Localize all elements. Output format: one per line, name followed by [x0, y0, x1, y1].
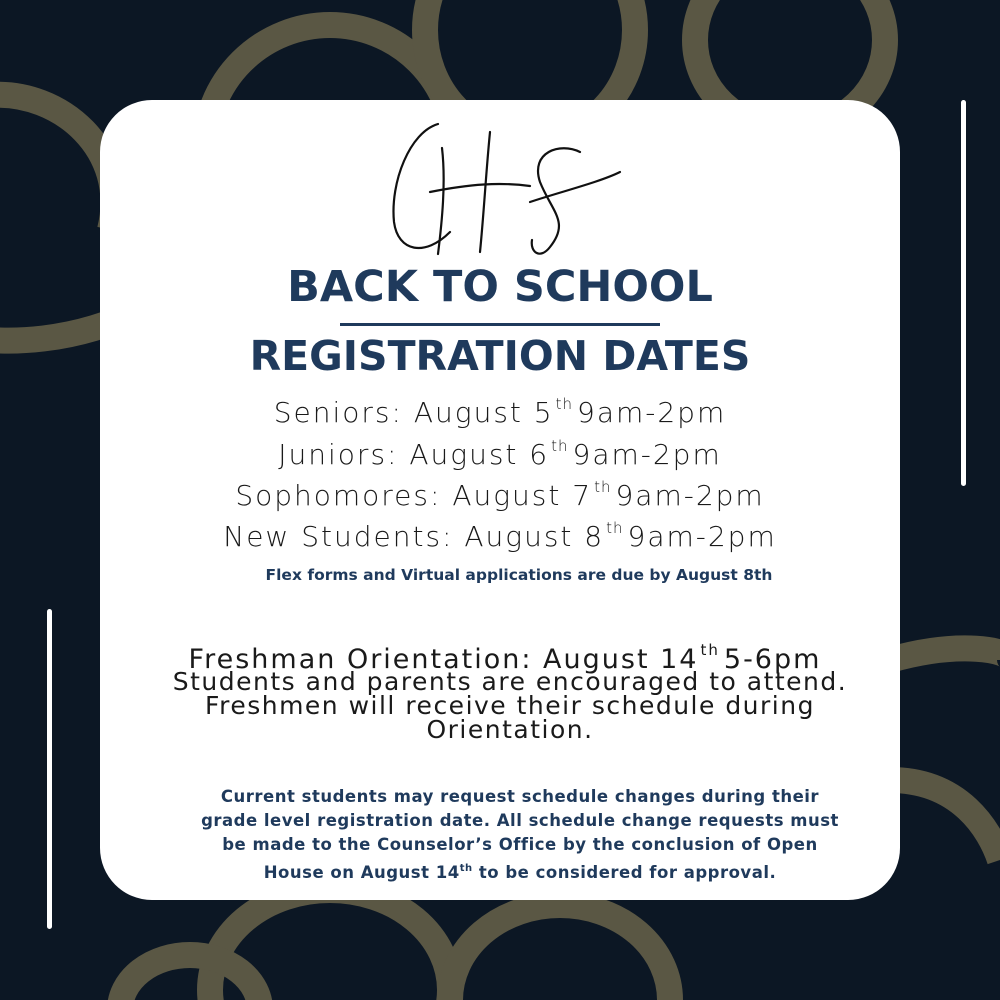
heading-divider — [340, 323, 660, 326]
orientation-body: Students and parents are encouraged to attend. Freshmen will receive their schedule during Orientation. — [172, 667, 848, 744]
heading-line-2: REGISTRATION DATES — [249, 332, 751, 380]
flex-forms-note: Flex forms and Virtual applications are due by August 8th — [265, 566, 773, 584]
registration-row: New Students: August 8 $^{th}$ 9am-2pm — [223, 519, 777, 553]
chs-script-logo — [380, 112, 630, 262]
registration-row: Juniors: August 6 $^{th}$ 9am-2pm — [278, 437, 722, 471]
heading-line-1: BACK TO SCHOOL — [287, 262, 713, 312]
orientation-title: Freshman Orientation: August 14 $^{th}$ 5-6pm — [188, 641, 822, 675]
schedule-change-policy: Current students may request schedule changes during their grade level registration date. All schedule change requests must be made to the Counselor’s Office by the conclusion of Open House on August 14th to be considered for approval. — [201, 787, 839, 882]
registration-row: Sophomores: August 7 $^{th}$ 9am-2pm — [235, 478, 765, 512]
registration-row: Seniors: August 5 $^{th}$ 9am-2pm — [273, 395, 727, 429]
